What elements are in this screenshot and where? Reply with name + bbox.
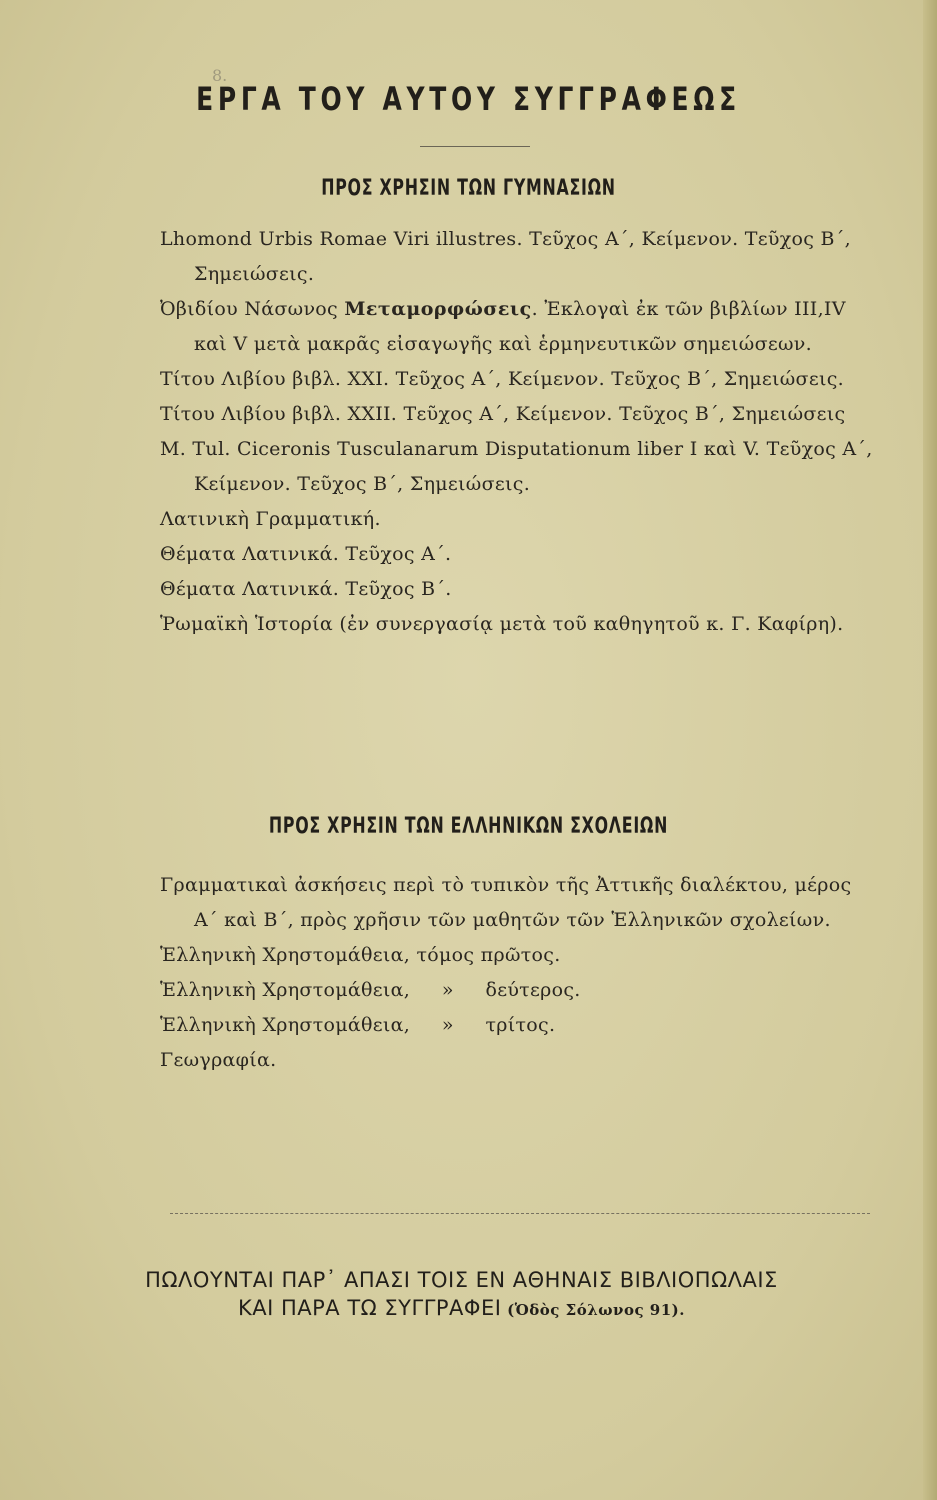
list-item: Ὀβιδίου Νάσωνος Μεταμορφώσεις. Ἐκλογαὶ ἐκ τῶν βιβλίων ΙΙΙ,ΙV καὶ V μετὰ μακρᾶς εἰσαγωγῆς καὶ ἑρμηνευτικῶν σημειώσεων.: [160, 298, 846, 355]
footer-sales-line: ΠΩΛΟΥΝΤΑΙ ΠΑΡ᾽ ΑΠΑΣΙ ΤΟΙΣ ΕΝ ΑΘΗΝΑΙΣ ΒΙΒΛΙΟΠΩΛΑΙΣ: [145, 1268, 778, 1292]
section-heading-gymnasia: ΠΡΟΣ ΧΡΗΣΙΝ ΤΩΝ ΓΥΜΝΑΣΙΩΝ: [321, 176, 616, 201]
list-item: Γεωγραφία.: [160, 1049, 277, 1071]
list-item: Θέματα Λατινικά. Τεῦχος Β΄.: [160, 578, 452, 600]
footer-address: (Ὁδὸς Σόλωνος 91).: [501, 1301, 685, 1319]
page-edge: [923, 0, 937, 1500]
footer-author-line: [0, 1296, 923, 1320]
footer-divider: [170, 1213, 870, 1214]
title-rule: [420, 146, 530, 147]
list-item: Τίτου Λιβίου βιβλ. ΧΧΙΙ. Τεῦχος Α΄, Κείμενον. Τεῦχος Β΄, Σημειώσεις: [160, 403, 846, 425]
list-item: Ἑλληνικὴ Χρηστομάθεια, τόμος πρῶτος.: [160, 944, 561, 966]
corner-mark: 8.: [212, 66, 228, 85]
list-item: Lhomond Urbis Romae Viri illustres. Τεῦχος Α΄, Κείμενον. Τεῦχος Β΄, Σημειώσεις.: [160, 228, 851, 285]
section-heading-hellenic-schools: ΠΡΟΣ ΧΡΗΣΙΝ ΤΩΝ ΕΛΛΗΝΙΚΩΝ ΣΧΟΛΕΙΩΝ: [268, 814, 669, 839]
list-item: Ῥωμαϊκὴ Ἱστορία (ἐν συνεργασίᾳ μετὰ τοῦ καθηγητοῦ κ. Γ. Καφίρη).: [160, 613, 844, 635]
list-item: M. Tul. Ciceronis Tusculanarum Disputationum liber I καὶ V. Τεῦχος Α΄, Κείμενον. Τεῦχος Β΄, Σημειώσεις.: [160, 438, 873, 495]
entry-list-gymnasia: [160, 222, 877, 642]
list-item: Ἑλληνικὴ Χρηστομάθεια, » δεύτερος.: [160, 979, 581, 1001]
list-item: Λατινικὴ Γραμματική.: [160, 508, 381, 530]
footer-author-text: ΚΑΙ ΠΑΡΑ ΤΩ ΣΥΓΓΡΑΦΕΙ: [237, 1296, 502, 1320]
entry-list-hellenic-schools: [160, 868, 877, 1078]
list-item: Ἑλληνικὴ Χρηστομάθεια, » τρίτος.: [160, 1014, 556, 1036]
list-item: Θέματα Λατινικά. Τεῦχος Α΄.: [160, 543, 452, 565]
page-title: ΕΡΓΑ ΤΟΥ ΑΥΤΟΥ ΣΥΓΓΡΑΦΕΩΣ: [196, 80, 741, 118]
list-item: Γραμματικαὶ ἀσκήσεις περὶ τὸ τυπικὸν τῆς Ἀττικῆς διαλέκτου, μέρος Α΄ καὶ Β΄, πρὸς χρῆσιν τῶν μαθητῶν τῶν Ἑλληνικῶν σχολείων.: [160, 874, 852, 931]
list-item: Τίτου Λιβίου βιβλ. ΧΧΙ. Τεῦχος Α΄, Κείμενον. Τεῦχος Β΄, Σημειώσεις.: [160, 368, 845, 390]
